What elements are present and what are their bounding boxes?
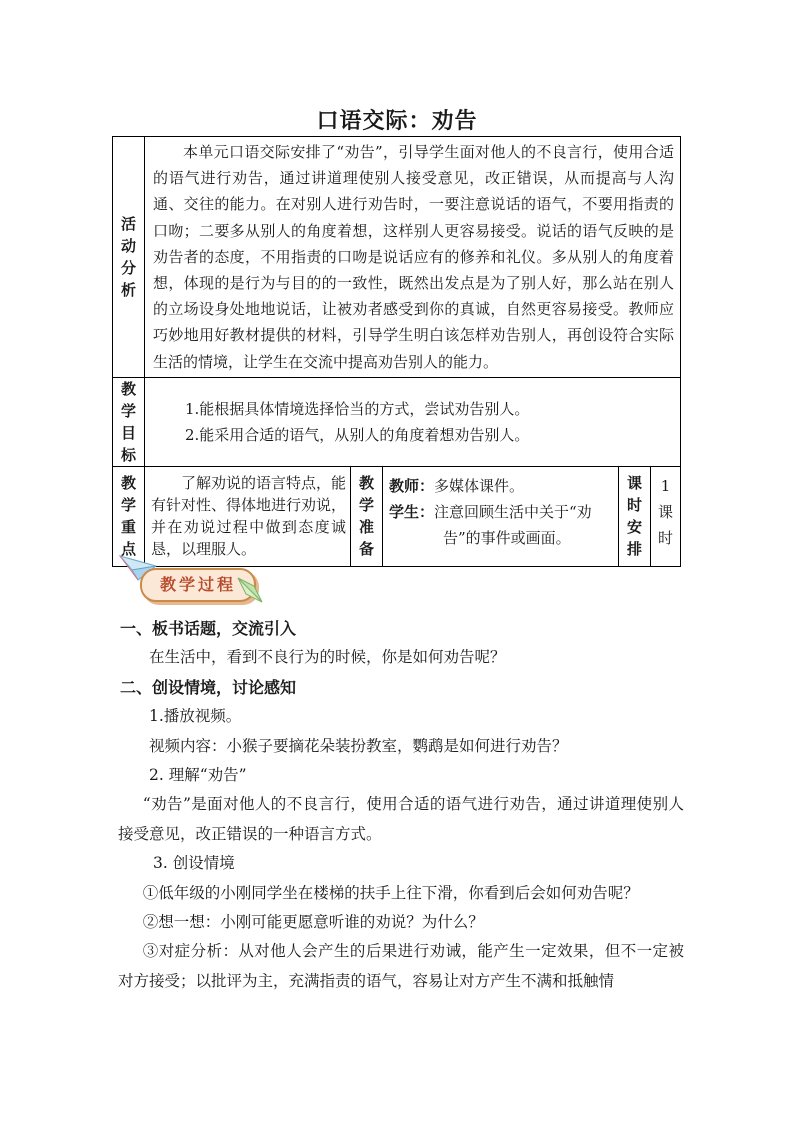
lesson-body — [118, 614, 684, 996]
goal-item: 1.能根据具体情境选择恰当的方式，尝试劝告别人。 — [185, 399, 530, 418]
student-prep-line1: 注意回顾生活中关于“劝 — [434, 502, 592, 521]
lesson-plan-table — [112, 136, 681, 567]
prep-text — [383, 466, 619, 566]
step-item: 3. 创设情境 — [153, 854, 235, 873]
prep-header: 教 学 准 备 — [351, 466, 383, 566]
page-title: 口语交际：劝告 — [316, 108, 478, 134]
paragraph: “劝告”是面对他人的不良言行，使用合适的语气进行劝告，通过讲道理使别人接受意见，改正错误的一种语言方式。 — [118, 795, 684, 843]
analysis-header: 活 动 分 析 — [113, 137, 145, 378]
goal-item: 2.能采用合适的语气，从别人的角度着想劝告别人。 — [185, 425, 530, 444]
goals-list — [145, 377, 681, 466]
paragraph: 在生活中，看到不良行为的时候，你是如何劝告呢？ — [149, 648, 506, 667]
analysis-text: 本单元口语交际安排了“劝告”，引导学生面对他人的不良言行，使用合适的语气进行劝告，通过讲道理使别人接受意见，改正错误，从而提高与人沟通、交往的能力。在对别人进行劝告时，一要注意说话的语气，不要用指责的口吻；二要多从别人的角度着想，这样别人更容易接受。说话的语气反映的是劝告者的态度，不用指责的口吻是说话应有的修养和礼仪。多从别人的角度着想，体现的是行为与目的的一致性，既然出发点是为了别人好，那么站在别人的立场设身处地地说话，让被劝者感受到你的真诚，自然更容易接受。教师应巧妙地用好教材提供的材料，引导学生明白该怎样劝告别人，再创设符合实际生活的情境，让学生在交流中提高劝告别人的能力。 — [145, 137, 681, 378]
step-item: 1.播放视频。 — [149, 707, 242, 726]
teacher-label: 教师： — [389, 476, 435, 495]
row-analysis — [113, 137, 681, 378]
teacher-prep: 多媒体课件。 — [434, 476, 525, 495]
section-heading-2: 二、创设情境，讨论感知 — [120, 677, 297, 697]
student-prep-line2: 告”的事件或画面。 — [443, 528, 571, 547]
step-item: 2. 理解“劝告” — [149, 766, 247, 785]
paper-plane-icon — [236, 576, 264, 606]
paragraph: 视频内容：小猴子要摘花朵装扮教室，鹦鹉是如何进行劝告？ — [149, 736, 568, 755]
hours-value: 1 课 时 — [651, 466, 681, 566]
section-heading-1: 一、板书话题，交流引入 — [120, 619, 297, 638]
goals-header: 教 学 目 标 — [113, 377, 145, 466]
student-label: 学生： — [389, 502, 435, 521]
focus-header: 教 学 重 点 — [113, 466, 145, 566]
badge-label: 教学过程 — [140, 568, 256, 602]
paragraph: ③对症分析：从对他人会产生的后果进行劝诫，能产生一定效果，但不一定被对方接受；以批评为主，充满指责的语气，容易让对方产生不满和抵触情 — [118, 942, 684, 990]
row-goals — [113, 377, 681, 466]
paragraph: ②想一想：小刚可能更愿意听谁的劝说？为什么？ — [142, 913, 484, 932]
hours-header: 课 时 安 排 — [619, 466, 651, 566]
focus-text: 了解劝说的语言特点，能有针对性、得体地进行劝说，并在劝说过程中做到态度诚恳，以理服人。 — [145, 466, 351, 566]
paragraph: ①低年级的小刚同学坐在楼梯的扶手上往下滑，你看到后会如何劝告呢？ — [142, 883, 639, 902]
teaching-process-badge — [118, 552, 264, 610]
